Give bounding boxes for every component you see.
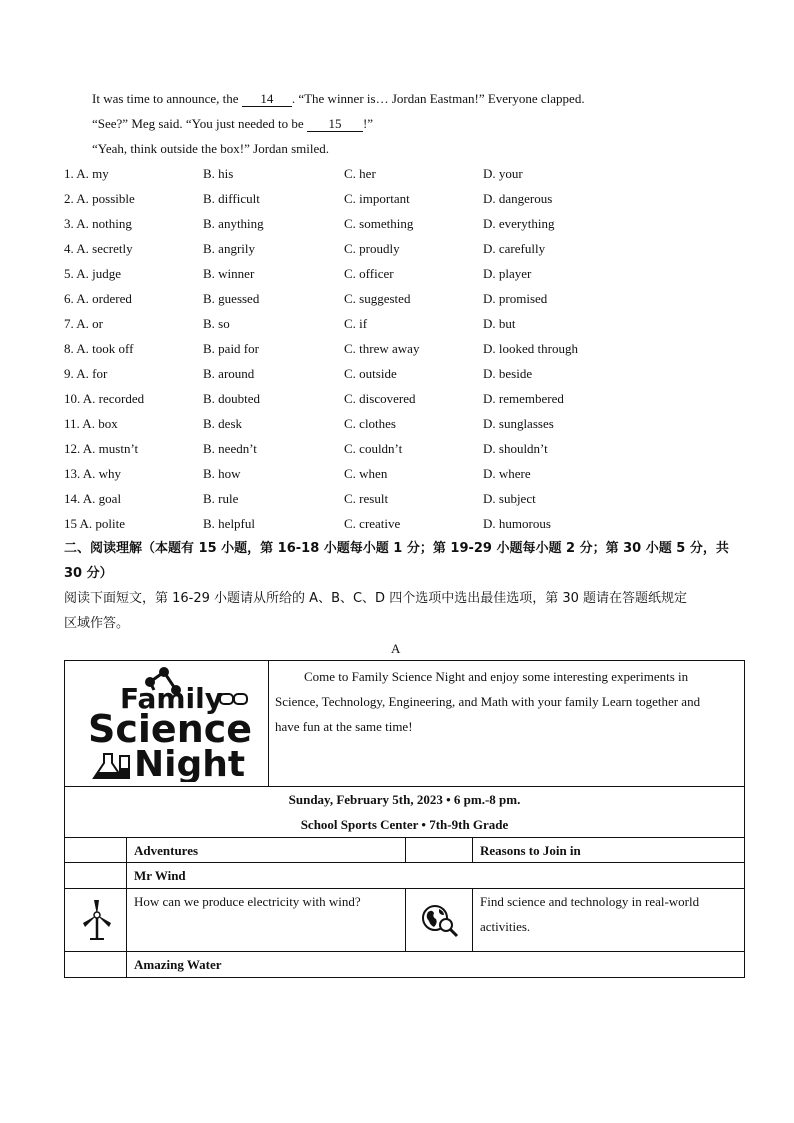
question-15-option-b: B. helpful [203, 516, 255, 531]
intro-line: Science, Technology, Engineering, and Math with your family Learn together and [275, 694, 701, 709]
question-8-option-a: 8. A. took off [64, 341, 134, 356]
passage-text: . “The winner is… Jordan Eastman!” Everyone clapped. [291, 91, 585, 106]
question-12-option-a: 12. A. mustn’t [64, 441, 139, 456]
question-3-option-d: D. everything [483, 216, 555, 231]
question-12-option-b: B. needn’t [203, 441, 257, 456]
question-9-option-a: 9. A. for [64, 366, 108, 381]
question-1-option-a: 1. A. my [64, 166, 109, 181]
question-2-option-a: 2. A. possible [64, 191, 135, 206]
question-13-option-c: C. when [344, 466, 388, 481]
reason-text [480, 889, 699, 939]
adventure-title-amazing-water: Amazing Water [134, 957, 222, 972]
question-12-option-c: C. couldn’t [344, 441, 403, 456]
question-2-option-b: B. difficult [203, 191, 260, 206]
flyer-intro [275, 664, 740, 739]
logo-word-science: Science [88, 707, 253, 751]
question-12-option-d: D. shouldn’t [483, 441, 548, 456]
question-7-option-c: C. if [344, 316, 368, 331]
passage-line-3: “Yeah, think outside the box!” Jordan smiled. [92, 141, 329, 156]
question-10-option-d: D. remembered [483, 391, 564, 406]
question-11-option-c: C. clothes [344, 416, 396, 431]
blank-15: 15 [307, 116, 363, 132]
family-science-night-logo [84, 664, 254, 782]
blank-14: 14 [242, 91, 292, 107]
col-header-reasons: Reasons to Join in [480, 843, 581, 858]
passage-text: !” [362, 116, 374, 131]
question-6-option-d: D. promised [483, 291, 548, 306]
question-4-option-b: B. angrily [203, 241, 255, 256]
question-6-option-c: C. suggested [344, 291, 411, 306]
section-heading-cont: 30 分） [64, 566, 113, 581]
question-1-option-d: D. your [483, 166, 523, 181]
question-14-option-b: B. rule [203, 491, 239, 506]
question-13-option-a: 13. A. why [64, 466, 122, 481]
section-heading: 二、阅读理解（本题有 15 小题，第 16-18 小题每小题 1 分；第 19-29 小题每小题 2 分；第 30 小题 5 分，共 [64, 541, 729, 556]
question-8-option-c: C. threw away [344, 341, 420, 356]
passage-line-1 [92, 90, 585, 108]
question-5-option-b: B. winner [203, 266, 255, 281]
question-10-option-a: 10. A. recorded [64, 391, 145, 406]
reason-line: activities. [480, 919, 531, 934]
question-13-option-b: B. how [203, 466, 241, 481]
logo-word-family: Family [120, 682, 224, 715]
question-8-option-d: D. looked through [483, 341, 578, 356]
question-1-option-c: C. her [344, 166, 376, 181]
question-9-option-d: D. beside [483, 366, 533, 381]
section-instruction: 阅读下面短文，第 16-29 小题请从所给的 A、B、C、D 四个选项中选出最佳选项，第 30 题请在答题纸规定 [64, 591, 688, 606]
question-15-option-c: C. creative [344, 516, 401, 531]
question-7-option-a: 7. A. or [64, 316, 103, 331]
question-14-option-d: D. subject [483, 491, 536, 506]
col-header-adventures: Adventures [134, 843, 199, 858]
passage-text: It was time to announce, the [92, 91, 242, 106]
question-11-option-a: 11. A. box [64, 416, 118, 431]
adventure-title-mr-wind: Mr Wind [134, 868, 186, 883]
question-5-option-d: D. player [483, 266, 532, 281]
question-14-option-a: 14. A. goal [64, 491, 122, 506]
question-4-option-d: D. carefully [483, 241, 546, 256]
event-date: Sunday, February 5th, 2023 • 6 pm.-8 pm. [288, 792, 521, 807]
question-9-option-b: B. around [203, 366, 255, 381]
question-11-option-b: B. desk [203, 416, 242, 431]
question-10-option-b: B. doubted [203, 391, 261, 406]
question-3-option-c: C. something [344, 216, 414, 231]
question-14-option-c: C. result [344, 491, 389, 506]
question-2-option-d: D. dangerous [483, 191, 553, 206]
passage-label: A [391, 641, 401, 656]
event-venue: School Sports Center • 7th-9th Grade [300, 817, 509, 832]
section-instruction-cont: 区域作答。 [64, 616, 130, 631]
question-15-option-d: D. humorous [483, 516, 551, 531]
question-7-option-b: B. so [203, 316, 230, 331]
reason-line: Find science and technology in real-world [480, 894, 700, 909]
question-3-option-b: B. anything [203, 216, 264, 231]
question-6-option-a: 6. A. ordered [64, 291, 132, 306]
question-9-option-c: C. outside [344, 366, 397, 381]
question-6-option-b: B. guessed [203, 291, 260, 306]
passage-text: “See?” Meg said. “You just needed to be [92, 116, 307, 131]
question-13-option-d: D. where [483, 466, 531, 481]
molecule-goggles-flask-logo-art [84, 664, 254, 782]
question-10-option-c: C. discovered [344, 391, 416, 406]
question-3-option-a: 3. A. nothing [64, 216, 132, 231]
logo-word-night: Night [134, 744, 246, 782]
passage-line-2 [92, 115, 373, 133]
question-2-option-c: C. important [344, 191, 410, 206]
question-15-option-a: 15 A. polite [64, 516, 126, 531]
question-8-option-b: B. paid for [203, 341, 259, 356]
intro-line: Come to Family Science Night and enjoy some interesting experiments in [304, 669, 689, 684]
globe-magnifier-icon [420, 903, 460, 939]
question-4-option-c: C. proudly [344, 241, 400, 256]
question-4-option-a: 4. A. secretly [64, 241, 133, 256]
question-5-option-c: C. officer [344, 266, 394, 281]
question-11-option-d: D. sunglasses [483, 416, 554, 431]
question-7-option-d: D. but [483, 316, 516, 331]
question-5-option-a: 5. A. judge [64, 266, 122, 281]
question-1-option-b: B. his [203, 166, 234, 181]
adventure-question-mr-wind: How can we produce electricity with wind? [134, 894, 361, 909]
wind-turbine-icon [80, 897, 114, 941]
intro-line: have fun at the same time! [275, 719, 413, 734]
